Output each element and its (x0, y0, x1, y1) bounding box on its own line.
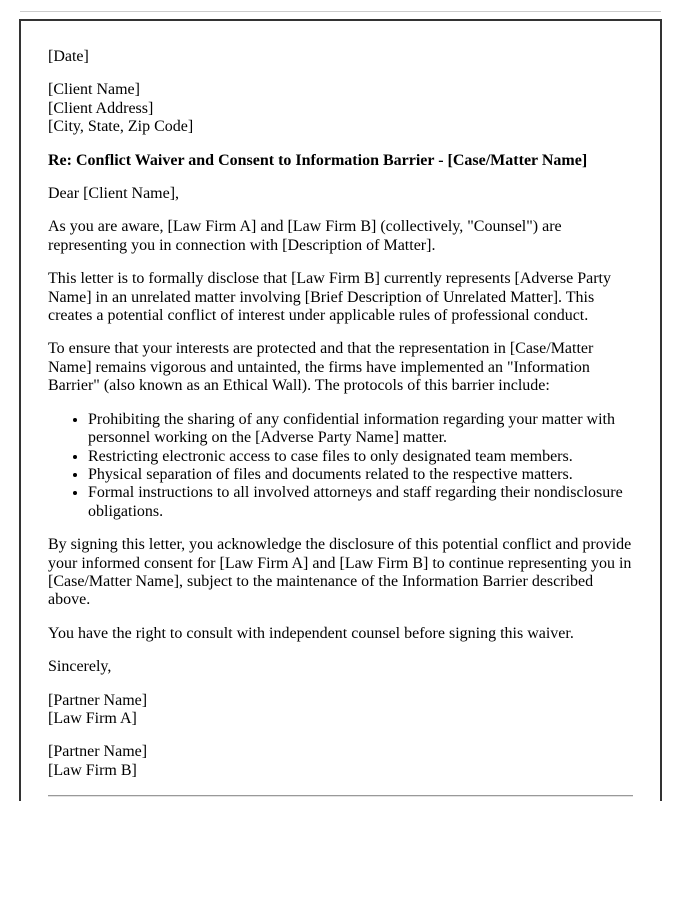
barrier-protocols-list (48, 411, 633, 521)
salutation: Dear [Client Name], (48, 185, 180, 203)
list-item: • Formal instructions to all involved attorneys and staff regarding their nondisclosure obligations. (88, 484, 633, 521)
paragraph-independent-counsel: You have the right to consult with independent counsel before signing this waiver. (48, 624, 574, 642)
signature-partner-name: [Partner Name] (48, 691, 148, 709)
signature-block-firm-b (48, 743, 633, 780)
paragraph-disclosure: This letter is to formally disclose that [Law Firm B] currently represents [Adverse Party Name] in an unrelated matter involving [Brief Description of Unrelated Matter]. This creates a potential conflict of interest under applicable rules of professional conduct. (48, 270, 611, 325)
date-line: [Date] (48, 48, 89, 65)
paragraph-consent: By signing this letter, you acknowledge the disclosure of this potential conflict and provide your informed consent for [Law Firm A] and [Law Firm B] to continue representing you in [Case/Matter Name], subject to the maintenance of the Information Barrier described above. (48, 536, 632, 609)
list-item: • Restricting electronic access to case files to only designated team members. (88, 448, 633, 466)
list-item: • Physical separation of files and documents related to the respective matters. (88, 466, 633, 484)
signature-partner-name: [Partner Name] (48, 743, 148, 761)
sign-off: Sincerely, (48, 658, 112, 676)
recipient-name: [Client Name] (48, 81, 140, 99)
recipient-address: [Client Address] (48, 99, 154, 117)
signature-block-firm-a (48, 692, 633, 729)
signature-firm-name: [Law Firm B] (48, 761, 137, 779)
paragraph-barrier-intro: To ensure that your interests are protected and that the representation in [Case/Matter Name] remains vigorous and untainted, the firms have implemented an "Information Barrier" (also known as an Ethical Wall). The protocols of this barrier include: (48, 340, 594, 395)
recipient-city-state-zip: [City, State, Zip Code] (48, 118, 194, 136)
list-item: • Prohibiting the sharing of any confidential information regarding your matter with personnel working on the [Adverse Party Name] matter. (88, 411, 633, 448)
signature-firm-name: [Law Firm A] (48, 709, 137, 727)
subject-line: Re: Conflict Waiver and Consent to Information Barrier - [Case/Matter Name] (48, 151, 588, 169)
recipient-block (48, 81, 633, 136)
letter-document (19, 19, 662, 801)
bottom-divider (48, 795, 633, 797)
top-divider (20, 11, 661, 12)
paragraph-intro: As you are aware, [Law Firm A] and [Law Firm B] (collectively, "Counsel") are representing you in connection with [Description of Matter]. (48, 218, 562, 254)
